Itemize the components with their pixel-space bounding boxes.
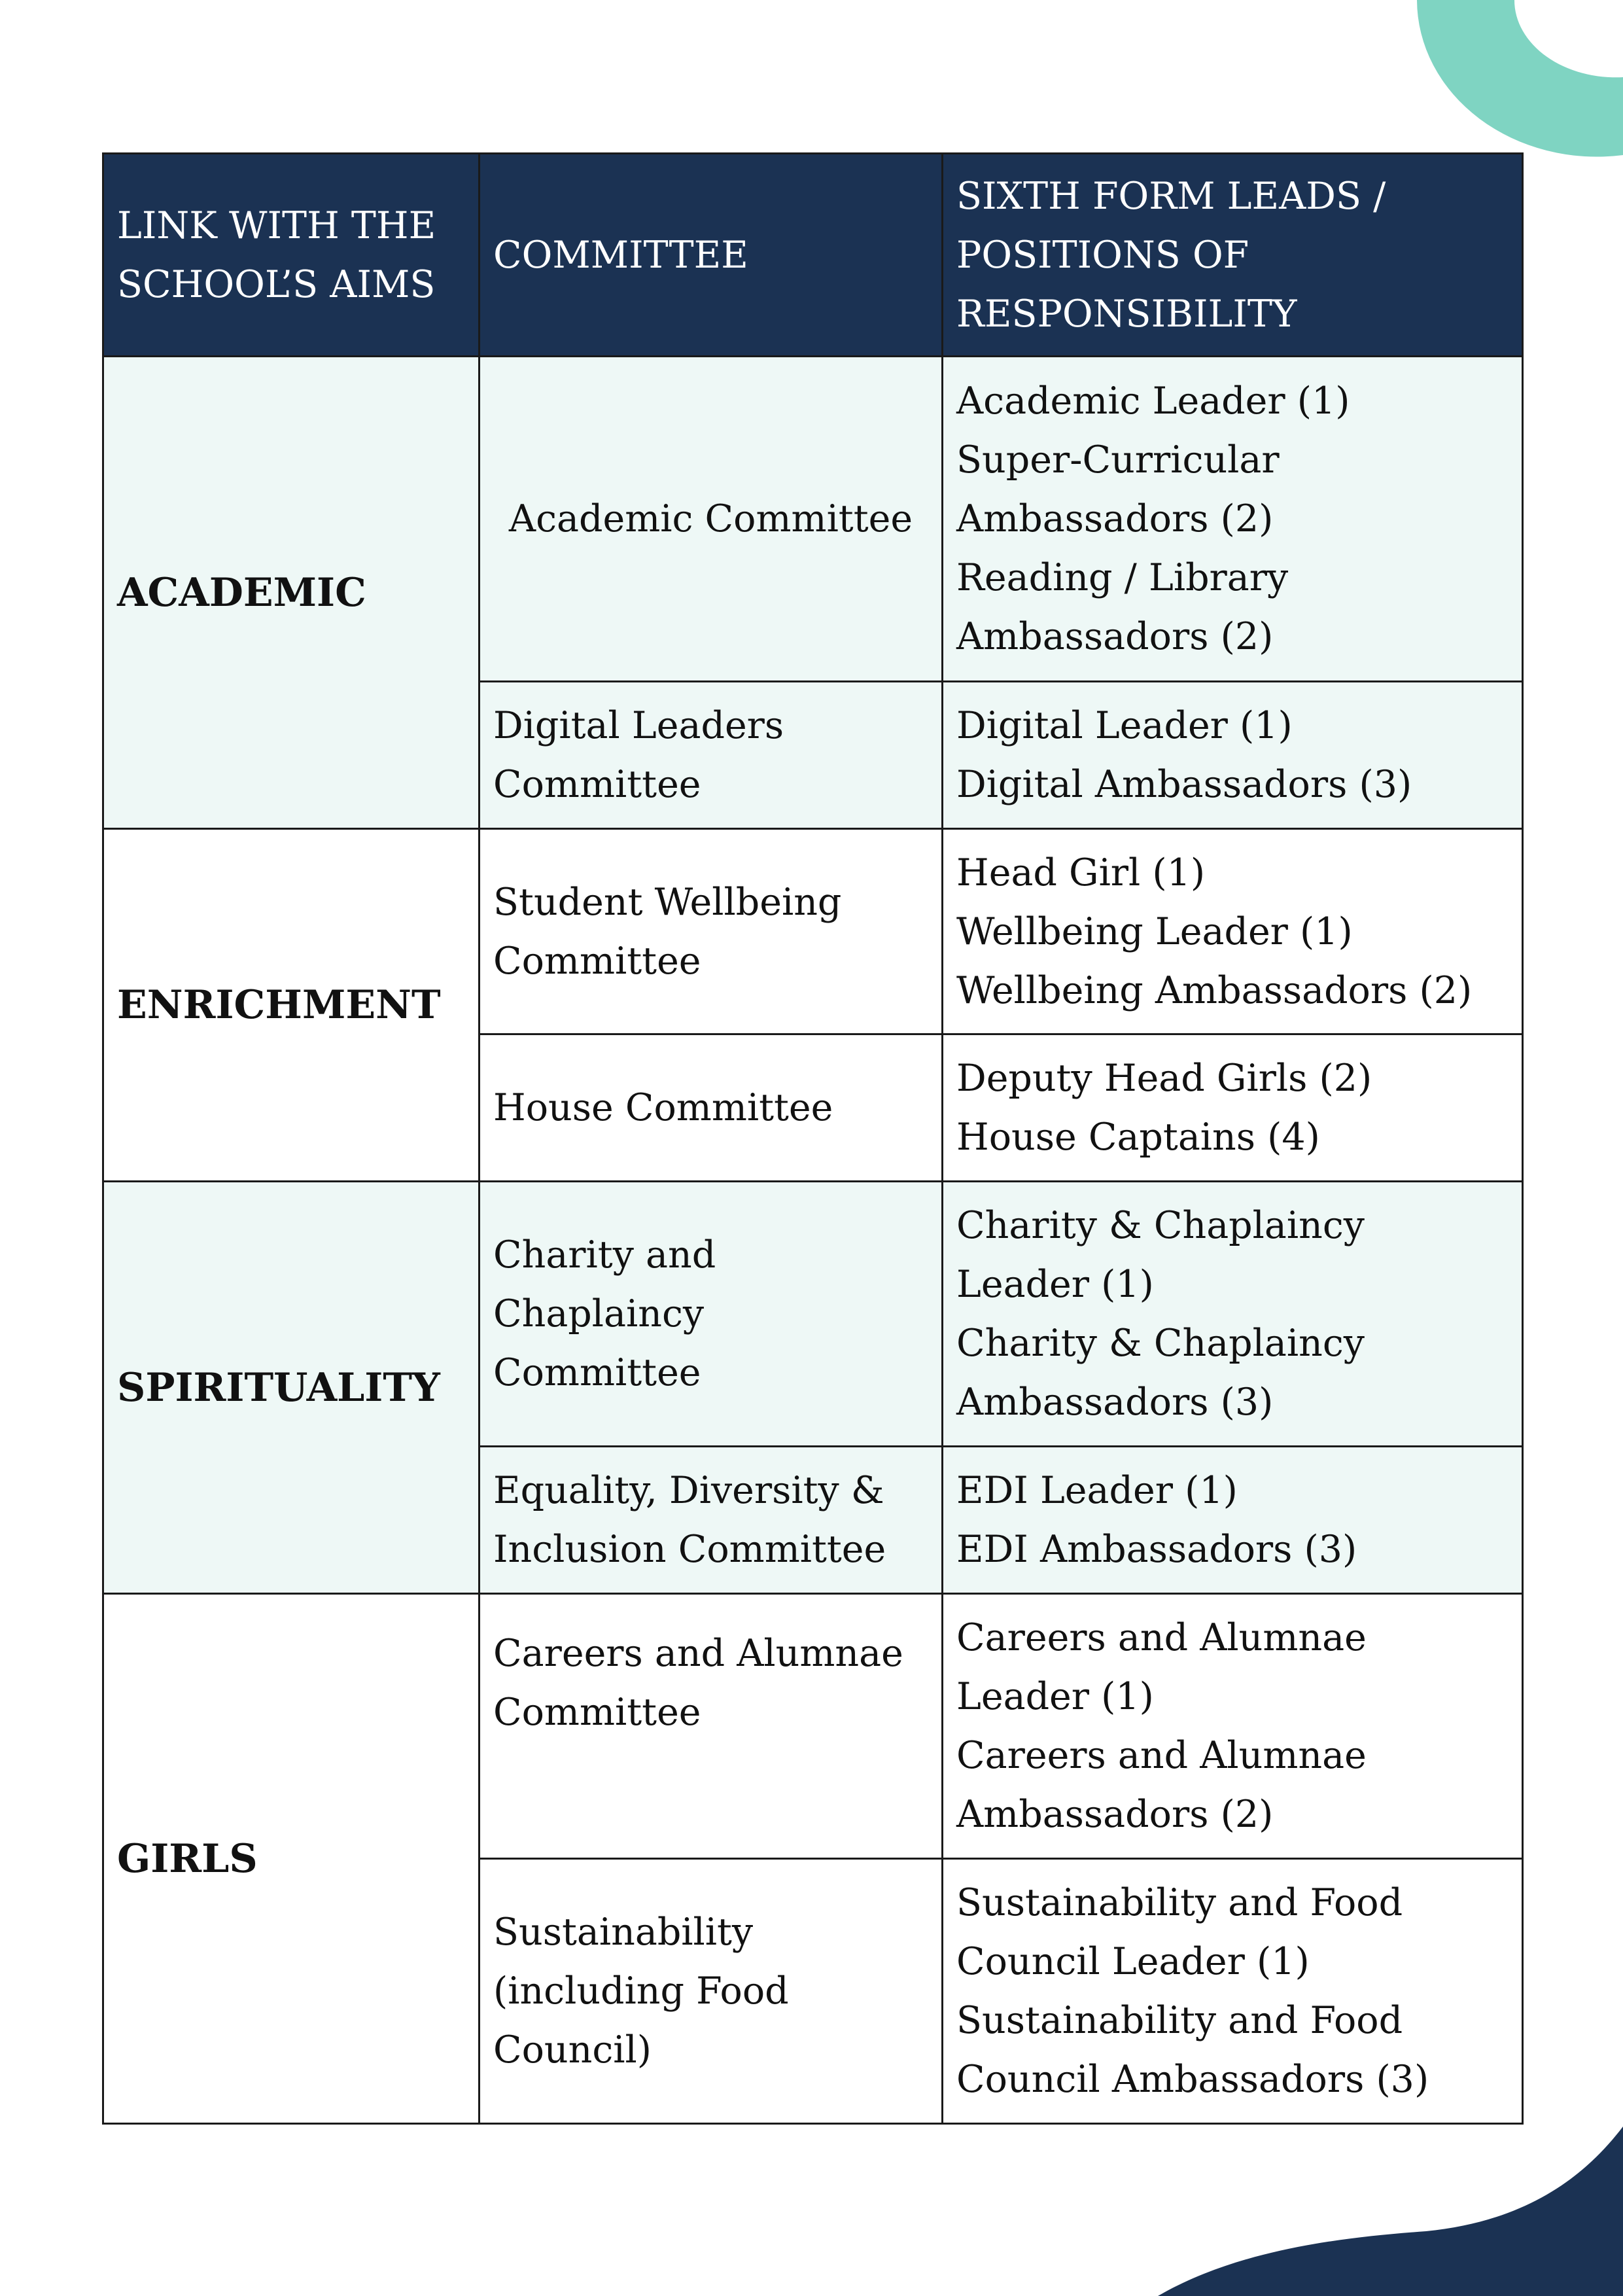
navy-corner-shape xyxy=(1158,2127,1623,2296)
role-line: Wellbeing Leader (1) xyxy=(956,910,1353,953)
committee-line: Committee xyxy=(493,763,701,806)
role-line: Academic Leader (1) xyxy=(956,380,1350,423)
committee-line: Equality, Diversity & xyxy=(493,1469,884,1512)
committee-line: Academic Committee xyxy=(508,497,913,540)
committee-cell xyxy=(480,682,943,829)
role-line: Leader (1) xyxy=(956,1263,1154,1306)
table-row xyxy=(103,357,1523,682)
aim-girls: GIRLS xyxy=(103,1594,480,2124)
aim-spirituality: SPIRITUALITY xyxy=(103,1182,480,1594)
role-line: Digital Ambassadors (3) xyxy=(956,763,1412,806)
committee-cell xyxy=(480,829,943,1034)
teal-ring-shape xyxy=(1417,0,1623,157)
role-line: Careers and Alumnae xyxy=(956,1616,1367,1659)
committee-line: Charity and xyxy=(493,1233,716,1277)
committee-line: Sustainability xyxy=(493,1911,754,1954)
table-row xyxy=(103,1182,1523,1447)
committee-cell xyxy=(480,1447,943,1594)
committee-cell xyxy=(480,1034,943,1182)
role-line: Digital Leader (1) xyxy=(956,704,1293,747)
table-row xyxy=(103,829,1523,1034)
role-line: Charity & Chaplaincy xyxy=(956,1204,1365,1247)
roles-cell xyxy=(943,829,1523,1034)
role-line: Ambassadors (2) xyxy=(956,1793,1274,1836)
committee-line: Digital Leaders xyxy=(493,704,784,747)
roles-cell xyxy=(943,1594,1523,1859)
role-line: Reading / Library xyxy=(956,556,1289,599)
role-line: Deputy Head Girls (2) xyxy=(956,1057,1372,1100)
committee-line: Committee xyxy=(493,1691,701,1734)
committee-line: Inclusion Committee xyxy=(493,1528,886,1571)
role-line: Ambassadors (2) xyxy=(956,615,1274,658)
header-committee-line: COMMITTEE xyxy=(493,233,748,277)
header-leads xyxy=(943,154,1523,357)
committee-cell xyxy=(480,1182,943,1447)
committee-cell xyxy=(480,1859,943,2124)
committee-line: House Committee xyxy=(493,1086,833,1129)
committee-line: Committee xyxy=(493,939,701,983)
role-line: Super-Curricular xyxy=(956,438,1280,482)
committee-line: Careers and Alumnae xyxy=(493,1632,903,1675)
committee-line: Student Wellbeing xyxy=(493,880,842,924)
committee-cell xyxy=(480,357,943,682)
roles-cell xyxy=(943,682,1523,829)
header-aims-line: SCHOOL’S AIMS xyxy=(117,262,436,306)
role-line: Charity & Chaplaincy xyxy=(956,1322,1365,1365)
roles-cell xyxy=(943,357,1523,682)
roles-cell xyxy=(943,1034,1523,1182)
aim-enrichment: ENRICHMENT xyxy=(103,829,480,1182)
role-line: Council Ambassadors (3) xyxy=(956,2058,1429,2101)
role-line: EDI Leader (1) xyxy=(956,1469,1238,1512)
committee-line: (including Food xyxy=(493,1969,789,2013)
header-aims-line: LINK WITH THE xyxy=(117,203,436,247)
committee-line: Chaplaincy xyxy=(493,1292,705,1335)
roles-cell xyxy=(943,1182,1523,1447)
role-line: Council Leader (1) xyxy=(956,1940,1310,1983)
role-line: Ambassadors (2) xyxy=(956,497,1274,540)
table-header-row xyxy=(103,154,1523,357)
aim-academic: ACADEMIC xyxy=(103,357,480,829)
header-leads-line: RESPONSIBILITY xyxy=(956,292,1297,336)
role-line: EDI Ambassadors (3) xyxy=(956,1528,1357,1571)
committee-line: Council) xyxy=(493,2028,652,2072)
roles-cell xyxy=(943,1447,1523,1594)
header-committee xyxy=(480,154,943,357)
role-line: Leader (1) xyxy=(956,1675,1154,1718)
committees-table xyxy=(102,152,1524,2125)
table-row xyxy=(103,1594,1523,1859)
committee-cell xyxy=(480,1594,943,1859)
committee-line: Committee xyxy=(493,1351,701,1394)
role-line: House Captains (4) xyxy=(956,1116,1320,1159)
role-line: Sustainability and Food xyxy=(956,1999,1403,2042)
role-line: Careers and Alumnae xyxy=(956,1734,1367,1777)
header-leads-line: POSITIONS OF xyxy=(956,233,1249,277)
role-line: Ambassadors (3) xyxy=(956,1381,1274,1424)
role-line: Sustainability and Food xyxy=(956,1881,1403,1924)
role-line: Head Girl (1) xyxy=(956,851,1206,894)
header-aims xyxy=(103,154,480,357)
roles-cell xyxy=(943,1859,1523,2124)
header-leads-line: SIXTH FORM LEADS / xyxy=(956,174,1386,218)
role-line: Wellbeing Ambassadors (2) xyxy=(956,968,1473,1012)
